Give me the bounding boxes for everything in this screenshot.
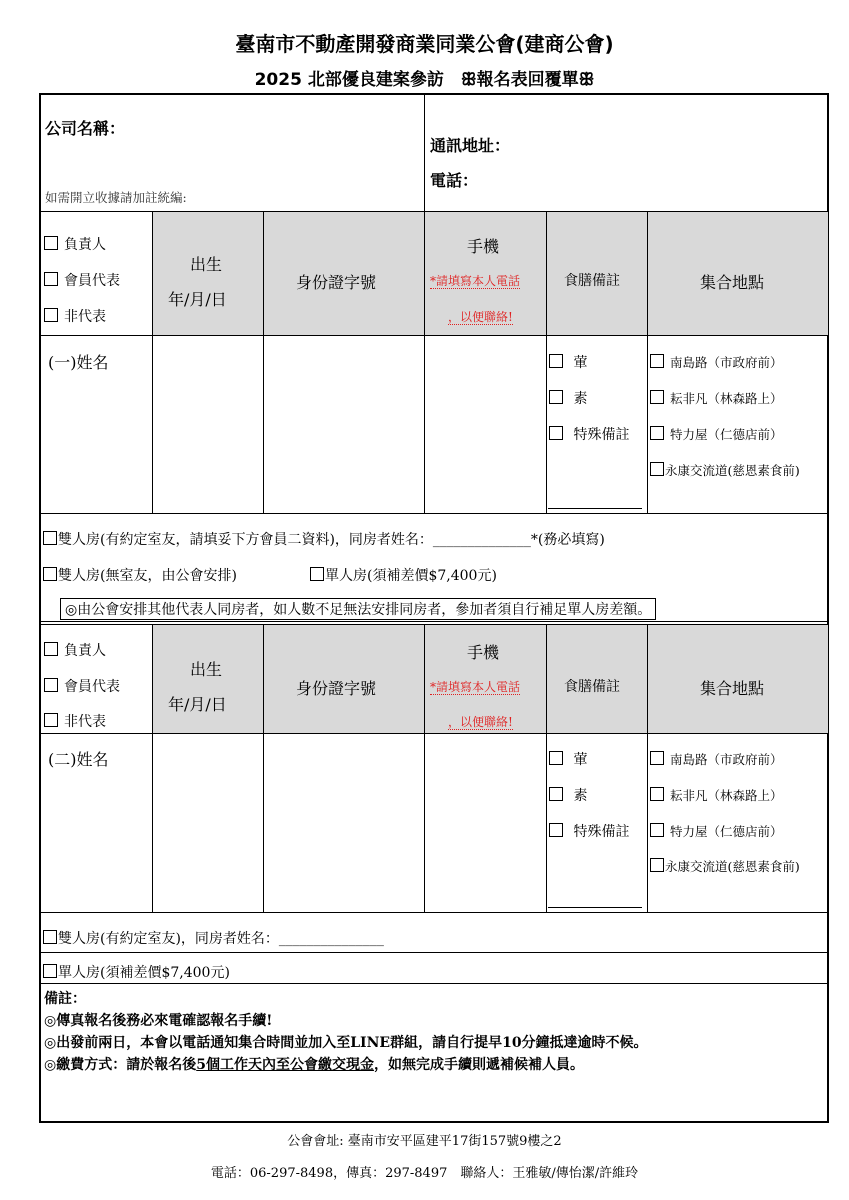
special-note-line xyxy=(548,907,642,908)
divider xyxy=(39,624,829,625)
role-option-3[interactable] xyxy=(44,711,106,731)
role-label: 非代表 xyxy=(64,309,106,325)
meal-option[interactable] xyxy=(549,388,587,408)
meet-option[interactable] xyxy=(650,786,783,804)
role-label: 負責人 xyxy=(64,643,106,659)
meet-option[interactable] xyxy=(650,353,783,371)
checkbox[interactable] xyxy=(43,531,57,545)
divider xyxy=(263,211,264,513)
checkbox[interactable] xyxy=(44,236,58,250)
remark-text: ，如無完成手續則遞補候補人員。 xyxy=(373,1057,584,1073)
special-note-line xyxy=(548,508,642,509)
role-option-1[interactable] xyxy=(44,234,106,254)
meal-option[interactable] xyxy=(549,821,629,841)
birth-header: 出生 xyxy=(190,255,223,274)
remark-line xyxy=(44,1054,584,1074)
meet-label: 南島路（市政府前） xyxy=(670,752,783,767)
room-single[interactable] xyxy=(310,565,497,585)
meet-option[interactable] xyxy=(650,389,783,407)
meet-label: 南島路（市政府前） xyxy=(670,355,783,370)
role-option-2[interactable] xyxy=(44,676,120,696)
meet-option[interactable] xyxy=(650,750,783,768)
participant-name-label[interactable]: (二)姓名 xyxy=(48,750,109,769)
checkbox[interactable] xyxy=(43,930,57,944)
meet-option[interactable] xyxy=(650,461,800,479)
room-label: 雙人房(有約定室友)，同房者姓名：_______________ xyxy=(58,931,384,947)
divider xyxy=(39,733,829,734)
address-label[interactable]: 通訊地址： xyxy=(430,136,511,155)
checkbox[interactable] xyxy=(44,713,58,727)
role-label: 負責人 xyxy=(64,237,106,253)
checkbox[interactable] xyxy=(549,823,563,837)
page-subtitle: 2025 北部優良建案參訪 ꕥ報名表回覆單ꕥ xyxy=(254,70,595,90)
meet-label: 永康交流道(慈恩素食前) xyxy=(665,859,800,874)
mobile-note: *請填寫本人電話 xyxy=(430,680,521,694)
checkbox[interactable] xyxy=(310,567,324,581)
checkbox[interactable] xyxy=(44,678,58,692)
role-label: 會員代表 xyxy=(64,679,120,695)
checkbox[interactable] xyxy=(44,272,58,286)
checkbox[interactable] xyxy=(43,964,57,978)
divider xyxy=(647,624,648,912)
checkbox[interactable] xyxy=(44,642,58,656)
divider xyxy=(39,912,829,913)
mobile-note: ，以便聯絡! xyxy=(448,310,513,324)
meal-header: 食膳備註 xyxy=(564,273,620,289)
footer-contact: 電話：06-297-8498，傳真：297-8497 聯絡人：王雅敏/傳怡潔/許維玲 xyxy=(210,1166,639,1181)
remarks-label: 備註： xyxy=(44,991,86,1007)
room-single[interactable] xyxy=(43,962,230,982)
meal-header: 食膳備註 xyxy=(564,679,620,695)
remark-text: ◎繳費方式：請於報名後 xyxy=(44,1057,197,1073)
checkbox[interactable] xyxy=(43,567,57,581)
meet-header: 集合地點 xyxy=(700,273,765,292)
mobile-note: *請填寫本人電話 xyxy=(430,274,521,288)
id-header: 身份證字號 xyxy=(296,273,377,292)
divider xyxy=(152,211,153,513)
birth-format: 年/月/日 xyxy=(168,695,227,714)
divider xyxy=(152,624,153,912)
checkbox[interactable] xyxy=(549,354,563,368)
divider xyxy=(263,624,264,912)
divider xyxy=(546,624,547,912)
meet-option[interactable] xyxy=(650,857,800,875)
checkbox[interactable] xyxy=(650,787,664,801)
meet-option[interactable] xyxy=(650,425,783,443)
checkbox[interactable] xyxy=(650,390,664,404)
divider xyxy=(424,93,425,211)
divider xyxy=(39,983,829,984)
room-twin-no-mate[interactable] xyxy=(43,565,237,585)
divider xyxy=(39,335,829,336)
mobile-note: ，以便聯絡! xyxy=(448,715,513,729)
remark-line: ◎出發前兩日，本會以電話通知集合時間並加入至LINE群組，請自行提早10分鐘抵達逾時不候。 xyxy=(44,1035,648,1051)
room-label: 雙人房(無室友，由公會安排) xyxy=(58,568,237,584)
divider xyxy=(39,621,829,622)
divider xyxy=(647,211,648,513)
meet-label: 特力屋（仁德店前） xyxy=(670,824,783,839)
room-label: 單人房(須補差價$7,400元) xyxy=(325,568,497,584)
meal-label: 葷 xyxy=(573,355,588,371)
phone-label[interactable]: 電話： xyxy=(430,171,479,190)
meal-label: 葷 xyxy=(573,752,588,768)
role-option-1[interactable] xyxy=(44,640,106,660)
meal-option[interactable] xyxy=(549,424,629,444)
meet-label: 永康交流道(慈恩素食前) xyxy=(665,463,800,478)
page-title: 臺南市不動產開發商業同業公會(建商公會) xyxy=(235,32,614,56)
meet-option[interactable] xyxy=(650,822,783,840)
room-twin-with-mate[interactable] xyxy=(43,928,384,948)
checkbox[interactable] xyxy=(549,787,563,801)
meet-label: 耘非凡（林森路上） xyxy=(670,391,783,406)
checkbox[interactable] xyxy=(650,751,664,765)
role-label: 會員代表 xyxy=(64,273,120,289)
divider xyxy=(39,513,829,514)
role-option-3[interactable] xyxy=(44,306,106,326)
room-notice: ◎由公會安排其他代表人同房者，如人數不足無法安排同房者，參加者須自行補足單人房差額。 xyxy=(60,598,656,620)
remark-line: ◎傳真報名後務必來電確認報名手續! xyxy=(44,1013,273,1029)
meal-label: 特殊備註 xyxy=(573,824,630,840)
room-label: 單人房(須補差價$7,400元) xyxy=(58,965,230,981)
meet-label: 特力屋（仁德店前） xyxy=(670,427,783,442)
checkbox[interactable] xyxy=(650,354,664,368)
checkbox[interactable] xyxy=(650,823,664,837)
meal-label: 素 xyxy=(573,391,588,407)
room-twin-with-mate[interactable] xyxy=(43,529,605,549)
divider xyxy=(546,211,547,513)
receipt-note: 如需開立收據請加註統編: xyxy=(45,190,187,205)
meal-option[interactable] xyxy=(549,785,587,805)
id-header: 身份證字號 xyxy=(296,679,377,698)
birth-format: 年/月/日 xyxy=(168,290,227,309)
checkbox[interactable] xyxy=(650,462,664,476)
role-label: 非代表 xyxy=(64,714,106,730)
checkbox[interactable] xyxy=(650,426,664,440)
mobile-header: 手機 xyxy=(467,643,500,662)
checkbox[interactable] xyxy=(549,390,563,404)
footer-address: 公會會址: 臺南市安平區建平17街157號9樓之2 xyxy=(287,1134,562,1149)
divider xyxy=(424,624,425,912)
meet-label: 耘非凡（林森路上） xyxy=(670,788,783,803)
company-name-label[interactable]: 公司名稱： xyxy=(45,119,126,138)
meet-header: 集合地點 xyxy=(700,679,765,698)
divider xyxy=(39,952,829,953)
checkbox[interactable] xyxy=(549,426,563,440)
divider xyxy=(424,211,425,513)
meal-option[interactable] xyxy=(549,749,587,769)
meal-label: 素 xyxy=(573,788,588,804)
meal-option[interactable] xyxy=(549,352,587,372)
participant-name-label[interactable]: (一)姓名 xyxy=(48,353,109,372)
checkbox[interactable] xyxy=(44,308,58,322)
role-option-2[interactable] xyxy=(44,270,120,290)
mobile-header: 手機 xyxy=(467,237,500,256)
room-label: 雙人房(有約定室友，請填妥下方會員二資料)，同房者姓名：______________*(務必填寫) xyxy=(58,532,605,548)
checkbox[interactable] xyxy=(549,751,563,765)
meal-label: 特殊備註 xyxy=(573,427,630,443)
remark-emphasis: 5個工作天內至公會繳交現金 xyxy=(196,1057,374,1073)
birth-header: 出生 xyxy=(190,660,223,679)
checkbox[interactable] xyxy=(650,858,664,872)
